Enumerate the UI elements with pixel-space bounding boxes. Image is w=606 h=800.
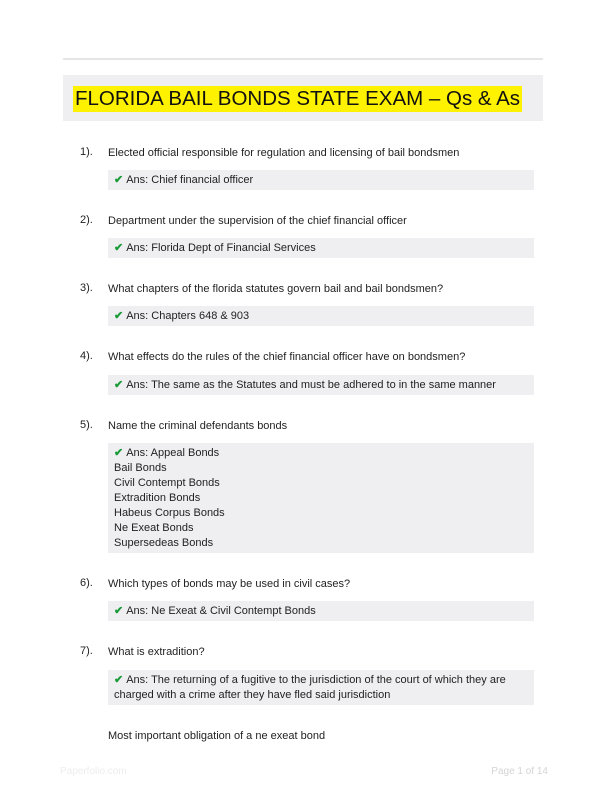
question-number: 7). (80, 645, 93, 657)
answer-box (108, 443, 534, 553)
title-band (63, 75, 543, 121)
answer-line: Ans: Chief financial officer (126, 174, 254, 186)
answer-line: charged with a crime after they have fled said jurisdiction (114, 689, 391, 701)
answer-line: Supersedeas Bonds (114, 537, 214, 549)
answer-box (108, 670, 534, 705)
question-text: What effects do the rules of the chief financial officer have on bondsmen? (108, 351, 466, 363)
answer-box (108, 375, 534, 395)
answer-line: Ans: The returning of a fugitive to the jurisdiction of the court of which they are (126, 674, 506, 686)
question-text: What is extradition? (108, 646, 205, 658)
answer-box (108, 601, 534, 621)
question-text: Most important obligation of a ne exeat bond (108, 730, 326, 742)
answer-box (108, 238, 534, 258)
answer-box (108, 306, 534, 326)
answer-line: Civil Contempt Bonds (114, 477, 220, 489)
answer-line: Ans: The same as the Statutes and must be adhered to in the same manner (126, 379, 496, 391)
check-icon: ✔ (114, 379, 124, 391)
question-number: 1). (80, 146, 93, 158)
question-text: Name the criminal defendants bonds (108, 420, 288, 432)
question-number: 3). (80, 282, 93, 294)
check-icon: ✔ (114, 674, 124, 686)
answer-line: Habeus Corpus Bonds (114, 507, 225, 519)
answer-line: Extradition Bonds (114, 492, 201, 504)
question-text: Elected official responsible for regulation and licensing of bail bondsmen (108, 147, 460, 159)
footer-site-watermark: Paperfolio.com (60, 766, 127, 777)
answer-line: Ans: Chapters 648 & 903 (126, 310, 250, 322)
check-icon: ✔ (114, 310, 124, 322)
question-number: 4). (80, 350, 93, 362)
question-text: Which types of bonds may be used in civil cases? (108, 578, 351, 590)
check-icon: ✔ (114, 447, 124, 459)
question-number: 6). (80, 577, 93, 589)
answer-line: Bail Bonds (114, 462, 167, 474)
check-icon: ✔ (114, 242, 124, 254)
answer-line: Ans: Ne Exeat & Civil Contempt Bonds (126, 605, 316, 617)
question-text: Department under the supervision of the chief financial officer (108, 215, 407, 227)
answer-box (108, 170, 534, 190)
question-number: 5). (80, 419, 93, 431)
answer-line: Ne Exeat Bonds (114, 522, 194, 534)
check-icon: ✔ (114, 605, 124, 617)
page-title: FLORIDA BAIL BONDS STATE EXAM – Qs & As (75, 87, 521, 110)
question-number: 2). (80, 214, 93, 226)
top-rule (63, 58, 543, 60)
question-text: What chapters of the florida statutes govern bail and bail bondsmen? (108, 283, 444, 295)
check-icon: ✔ (114, 174, 124, 186)
answer-line: Ans: Florida Dept of Financial Services (126, 242, 316, 254)
answer-line: Ans: Appeal Bonds (126, 447, 220, 459)
page-number: Page 1 of 14 (491, 766, 548, 777)
